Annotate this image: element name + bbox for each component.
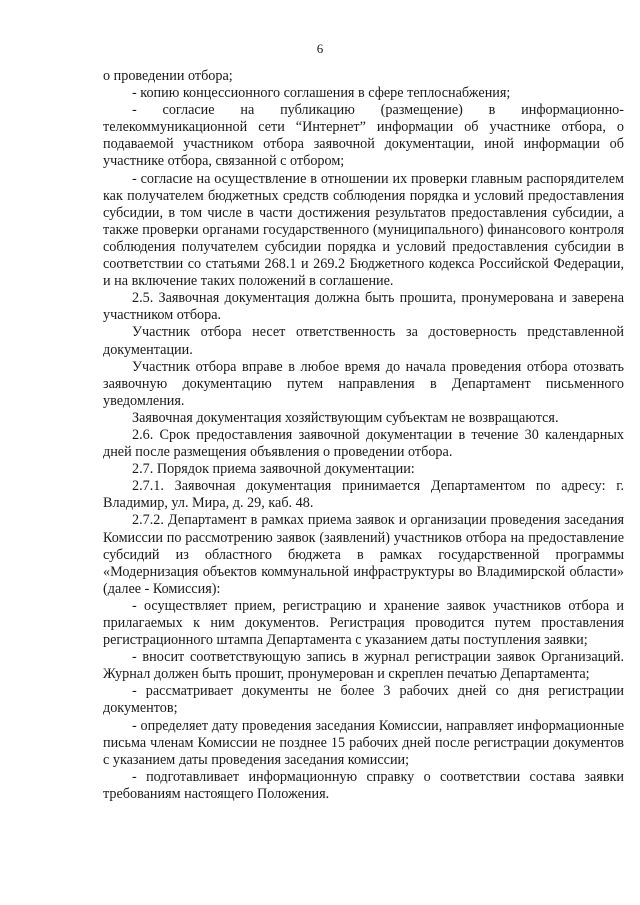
paragraph: - копию концессионного соглашения в сфере теплоснабжения;: [132, 85, 511, 102]
paragraph: 2.7. Порядок приема заявочной документации:: [132, 461, 415, 478]
paragraph: 2.5. Заявочная документация должна быть прошита, пронумерована и заверена участником отбора.: [103, 290, 624, 324]
paragraph: - вносит соответствующую запись в журнал регистрации заявок Организаций. Журнал должен быть прошит, пронумерован и скреплен печатью Департамента;: [103, 649, 624, 683]
paragraph: о проведении отбора;: [103, 68, 233, 84]
paragraph: - осуществляет прием, регистрацию и хранение заявок участников отбора и прилагаемых к ним документов. Регистрация проводится путем проставления регистрационного штампа Департамента с указанием даты поступления заявки;: [103, 597, 624, 649]
paragraph: Участник отбора несет ответственность за достоверность представленной документации.: [103, 324, 624, 358]
paragraph: - рассматривает документы не более 3 рабочих дней со дня регистрации документов;: [103, 683, 624, 717]
paragraph: - подготавливает информационную справку о соответствии состава заявки требованиям настоящего Положения.: [103, 768, 624, 802]
paragraph: 2.7.1. Заявочная документация принимается Департаментом по адресу: г. Владимир, ул. Мира, д. 29, каб. 48.: [103, 478, 624, 512]
paragraph: Заявочная документация хозяйствующим субъектам не возвращаются.: [132, 409, 559, 426]
paragraph: - согласие на публикацию (размещение) в информационно-телекоммуникационной сети “Интернет” информации об участнике отбора, о подаваемой участником отбора заявочной документации, иной информации об участнике отбора, связанной с отбором;: [103, 102, 624, 170]
paragraph: 2.6. Срок предоставления заявочной документации в течение 30 календарных дней после размещения объявления о проведении отбора.: [103, 426, 624, 461]
page-number: 6: [316, 41, 324, 56]
paragraph: - согласие на осуществление в отношении их проверки главным распорядителем как получателем бюджетных средств соблюдения порядка и условий предоставления субсидии, в том числе в части достижения результатов предоставления субсидии, а также проверки органами государственного (муниципального) финансового контроля соблюдения получателем субсидии порядка и условий предоставления субсидии в соответствии со статьями 268.1 и 269.2 Бюджетного кодекса Российской Федерации, и на включение таких положений в соглашение.: [103, 170, 624, 290]
paragraph: Участник отбора вправе в любое время до начала проведения отбора отозвать заявочную документацию путем направления в Департамент письменного уведомления.: [103, 358, 624, 409]
paragraph: 2.7.2. Департамент в рамках приема заявок и организации проведения заседания Комиссии по рассмотрению заявок (заявлений) участников отбора на предоставление субсидий из областного бюджета в рамках государственной программы «Модернизация объектов коммунальной инфраструктуры во Владимирской области» (далее - Комиссия):: [103, 512, 624, 597]
paragraph: - определяет дату проведения заседания Комиссии, направляет информационные письма членам Комиссии не позднее 15 рабочих дней после регистрации документов с указанием даты проведения заседания комиссии;: [103, 717, 624, 768]
document-body: [103, 68, 624, 803]
